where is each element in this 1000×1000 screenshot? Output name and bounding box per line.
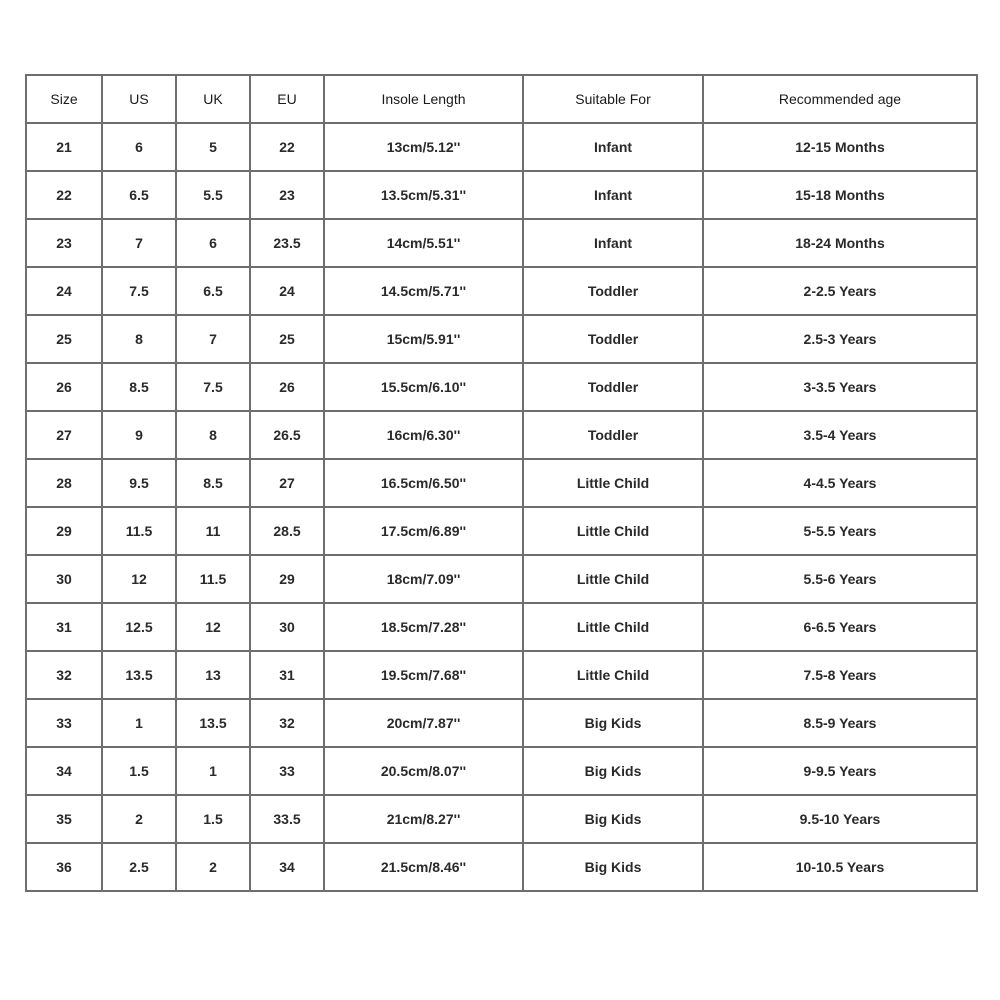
- cell-us: 11.5: [102, 507, 176, 555]
- table-row: [26, 699, 977, 747]
- cell-eu: 23: [250, 171, 324, 219]
- cell-insole-length: 13cm/5.12'': [324, 123, 523, 171]
- cell-size: 24: [26, 267, 102, 315]
- cell-us: 7: [102, 219, 176, 267]
- table-body: [26, 123, 977, 891]
- cell-suitable-for: Toddler: [523, 363, 703, 411]
- cell-recommended-age: 9-9.5 Years: [703, 747, 977, 795]
- cell-insole-length: 14.5cm/5.71'': [324, 267, 523, 315]
- cell-size: 29: [26, 507, 102, 555]
- cell-us: 7.5: [102, 267, 176, 315]
- cell-suitable-for: Little Child: [523, 651, 703, 699]
- table-row: [26, 219, 977, 267]
- cell-us: 6: [102, 123, 176, 171]
- cell-us: 8.5: [102, 363, 176, 411]
- cell-size: 22: [26, 171, 102, 219]
- cell-uk: 11: [176, 507, 250, 555]
- cell-eu: 27: [250, 459, 324, 507]
- cell-us: 12.5: [102, 603, 176, 651]
- size-chart-table: [25, 74, 978, 892]
- table-row: [26, 363, 977, 411]
- cell-suitable-for: Big Kids: [523, 843, 703, 891]
- cell-uk: 7: [176, 315, 250, 363]
- cell-insole-length: 20.5cm/8.07'': [324, 747, 523, 795]
- cell-size: 21: [26, 123, 102, 171]
- cell-suitable-for: Infant: [523, 219, 703, 267]
- cell-us: 8: [102, 315, 176, 363]
- table-row: [26, 507, 977, 555]
- cell-suitable-for: Little Child: [523, 459, 703, 507]
- cell-insole-length: 21cm/8.27'': [324, 795, 523, 843]
- cell-eu: 30: [250, 603, 324, 651]
- table-row: [26, 747, 977, 795]
- cell-us: 1.5: [102, 747, 176, 795]
- cell-size: 26: [26, 363, 102, 411]
- cell-suitable-for: Toddler: [523, 411, 703, 459]
- table-row: [26, 123, 977, 171]
- cell-uk: 2: [176, 843, 250, 891]
- cell-eu: 32: [250, 699, 324, 747]
- cell-us: 13.5: [102, 651, 176, 699]
- cell-recommended-age: 3.5-4 Years: [703, 411, 977, 459]
- table-header: [26, 75, 977, 123]
- cell-recommended-age: 5.5-6 Years: [703, 555, 977, 603]
- cell-insole-length: 16cm/6.30'': [324, 411, 523, 459]
- cell-insole-length: 17.5cm/6.89'': [324, 507, 523, 555]
- cell-us: 9: [102, 411, 176, 459]
- cell-recommended-age: 2-2.5 Years: [703, 267, 977, 315]
- cell-size: 36: [26, 843, 102, 891]
- cell-uk: 7.5: [176, 363, 250, 411]
- cell-recommended-age: 6-6.5 Years: [703, 603, 977, 651]
- cell-insole-length: 13.5cm/5.31'': [324, 171, 523, 219]
- cell-size: 32: [26, 651, 102, 699]
- cell-size: 28: [26, 459, 102, 507]
- cell-recommended-age: 2.5-3 Years: [703, 315, 977, 363]
- cell-uk: 5: [176, 123, 250, 171]
- cell-insole-length: 21.5cm/8.46'': [324, 843, 523, 891]
- header-recommended-age: Recommended age: [703, 75, 977, 123]
- cell-eu: 22: [250, 123, 324, 171]
- cell-eu: 24: [250, 267, 324, 315]
- cell-recommended-age: 12-15 Months: [703, 123, 977, 171]
- table-row: [26, 843, 977, 891]
- header-size: Size: [26, 75, 102, 123]
- cell-recommended-age: 18-24 Months: [703, 219, 977, 267]
- table-row: [26, 411, 977, 459]
- cell-eu: 28.5: [250, 507, 324, 555]
- cell-suitable-for: Little Child: [523, 555, 703, 603]
- cell-recommended-age: 7.5-8 Years: [703, 651, 977, 699]
- table-row: [26, 459, 977, 507]
- header-suitable-for: Suitable For: [523, 75, 703, 123]
- cell-eu: 25: [250, 315, 324, 363]
- cell-size: 33: [26, 699, 102, 747]
- cell-uk: 6.5: [176, 267, 250, 315]
- cell-suitable-for: Big Kids: [523, 795, 703, 843]
- cell-uk: 13: [176, 651, 250, 699]
- cell-us: 12: [102, 555, 176, 603]
- cell-suitable-for: Toddler: [523, 267, 703, 315]
- cell-eu: 34: [250, 843, 324, 891]
- cell-recommended-age: 8.5-9 Years: [703, 699, 977, 747]
- cell-recommended-age: 4-4.5 Years: [703, 459, 977, 507]
- cell-uk: 1: [176, 747, 250, 795]
- cell-insole-length: 18.5cm/7.28'': [324, 603, 523, 651]
- table-row: [26, 171, 977, 219]
- cell-uk: 5.5: [176, 171, 250, 219]
- table-row: [26, 315, 977, 363]
- cell-recommended-age: 9.5-10 Years: [703, 795, 977, 843]
- cell-uk: 1.5: [176, 795, 250, 843]
- cell-uk: 8: [176, 411, 250, 459]
- table-row: [26, 603, 977, 651]
- cell-suitable-for: Infant: [523, 123, 703, 171]
- cell-eu: 29: [250, 555, 324, 603]
- cell-size: 34: [26, 747, 102, 795]
- cell-eu: 26.5: [250, 411, 324, 459]
- header-us: US: [102, 75, 176, 123]
- cell-suitable-for: Little Child: [523, 603, 703, 651]
- table-row: [26, 555, 977, 603]
- cell-eu: 23.5: [250, 219, 324, 267]
- cell-recommended-age: 15-18 Months: [703, 171, 977, 219]
- cell-insole-length: 20cm/7.87'': [324, 699, 523, 747]
- cell-uk: 6: [176, 219, 250, 267]
- table-row: [26, 651, 977, 699]
- cell-insole-length: 15cm/5.91'': [324, 315, 523, 363]
- cell-insole-length: 18cm/7.09'': [324, 555, 523, 603]
- cell-recommended-age: 5-5.5 Years: [703, 507, 977, 555]
- table-row: [26, 267, 977, 315]
- cell-eu: 33.5: [250, 795, 324, 843]
- cell-us: 9.5: [102, 459, 176, 507]
- cell-insole-length: 14cm/5.51'': [324, 219, 523, 267]
- cell-uk: 12: [176, 603, 250, 651]
- header-eu: EU: [250, 75, 324, 123]
- cell-uk: 13.5: [176, 699, 250, 747]
- cell-suitable-for: Toddler: [523, 315, 703, 363]
- cell-size: 27: [26, 411, 102, 459]
- cell-us: 1: [102, 699, 176, 747]
- cell-insole-length: 16.5cm/6.50'': [324, 459, 523, 507]
- cell-size: 35: [26, 795, 102, 843]
- cell-insole-length: 15.5cm/6.10'': [324, 363, 523, 411]
- header-insole-length: Insole Length: [324, 75, 523, 123]
- table-row: [26, 795, 977, 843]
- header-row: [26, 75, 977, 123]
- cell-us: 2: [102, 795, 176, 843]
- cell-eu: 26: [250, 363, 324, 411]
- cell-recommended-age: 10-10.5 Years: [703, 843, 977, 891]
- cell-suitable-for: Big Kids: [523, 699, 703, 747]
- cell-eu: 31: [250, 651, 324, 699]
- cell-us: 2.5: [102, 843, 176, 891]
- cell-suitable-for: Little Child: [523, 507, 703, 555]
- cell-size: 30: [26, 555, 102, 603]
- cell-us: 6.5: [102, 171, 176, 219]
- cell-insole-length: 19.5cm/7.68'': [324, 651, 523, 699]
- cell-suitable-for: Infant: [523, 171, 703, 219]
- cell-uk: 11.5: [176, 555, 250, 603]
- cell-size: 25: [26, 315, 102, 363]
- cell-uk: 8.5: [176, 459, 250, 507]
- cell-recommended-age: 3-3.5 Years: [703, 363, 977, 411]
- cell-eu: 33: [250, 747, 324, 795]
- cell-size: 31: [26, 603, 102, 651]
- cell-size: 23: [26, 219, 102, 267]
- header-uk: UK: [176, 75, 250, 123]
- cell-suitable-for: Big Kids: [523, 747, 703, 795]
